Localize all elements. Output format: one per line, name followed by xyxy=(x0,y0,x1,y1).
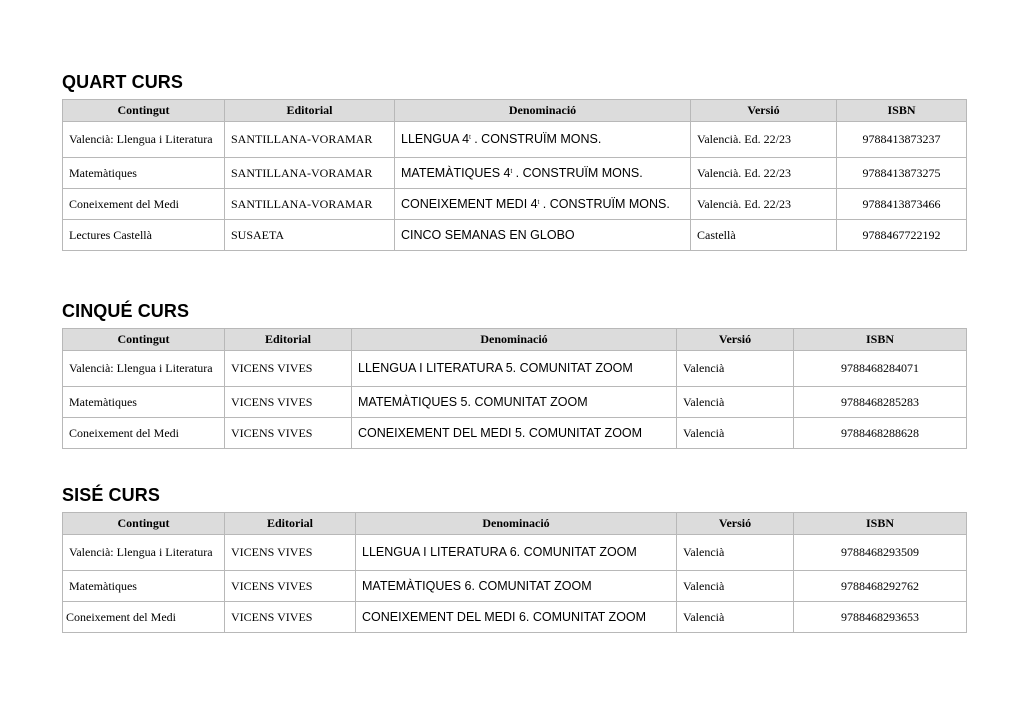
cell-editorial: VICENS VIVES xyxy=(225,418,352,449)
cell-versio: Valencià xyxy=(677,571,794,602)
table-row xyxy=(63,535,967,571)
header-contingut: Contingut xyxy=(63,329,225,351)
cell-denominacio xyxy=(395,189,691,220)
cell-denominacio: MATEMÀTIQUES 5. COMUNITAT ZOOM xyxy=(352,387,677,418)
table-row xyxy=(63,571,967,602)
header-denominacio: Denominació xyxy=(352,329,677,351)
cell-isbn: 9788468292762 xyxy=(794,571,967,602)
denominacio-text: MATEMÀTIQUES 4 xyxy=(401,165,511,180)
superscript: t xyxy=(510,168,513,175)
section-quart-curs xyxy=(62,72,966,251)
cell-versio: Valencià xyxy=(677,418,794,449)
section-cinque-curs xyxy=(62,301,966,449)
denominacio-suffix: . CONSTRUÏM MONS. xyxy=(512,165,643,180)
books-table xyxy=(62,99,967,251)
table-row xyxy=(63,351,967,387)
books-table xyxy=(62,328,967,449)
cell-denominacio: LLENGUA I LITERATURA 6. COMUNITAT ZOOM xyxy=(356,535,677,571)
table-header-row xyxy=(63,329,967,351)
cell-contingut: Coneixement del Medi xyxy=(63,189,225,220)
cell-denominacio: CONEIXEMENT DEL MEDI 6. COMUNITAT ZOOM xyxy=(356,602,677,633)
cell-isbn: 9788468285283 xyxy=(794,387,967,418)
cell-denominacio xyxy=(395,122,691,158)
cell-editorial: SANTILLANA-VORAMAR xyxy=(225,158,395,189)
header-isbn: ISBN xyxy=(794,329,967,351)
cell-contingut: Valencià: Llengua i Literatura xyxy=(63,535,225,571)
header-editorial: Editorial xyxy=(225,329,352,351)
table-row xyxy=(63,220,967,251)
cell-isbn: 9788468288628 xyxy=(794,418,967,449)
cell-isbn: 9788468293653 xyxy=(794,602,967,633)
cell-contingut: Coneixement del Medi xyxy=(63,602,225,633)
cell-versio: Valencià xyxy=(677,535,794,571)
header-isbn: ISBN xyxy=(794,513,967,535)
cell-contingut: Matemàtiques xyxy=(63,571,225,602)
cell-editorial: VICENS VIVES xyxy=(225,602,356,633)
denominacio-text: CINCO SEMANAS EN GLOBO xyxy=(401,227,575,242)
cell-isbn: 9788468284071 xyxy=(794,351,967,387)
cell-versio: Valencià. Ed. 22/23 xyxy=(691,189,837,220)
denominacio-text: CONEIXEMENT MEDI 4 xyxy=(401,196,538,211)
cell-editorial: VICENS VIVES xyxy=(225,571,356,602)
cell-versio: Valencià. Ed. 22/23 xyxy=(691,158,837,189)
denominacio-text: LLENGUA 4 xyxy=(401,132,470,146)
cell-editorial: VICENS VIVES xyxy=(225,535,356,571)
header-versio: Versió xyxy=(677,329,794,351)
header-isbn: ISBN xyxy=(837,100,967,122)
section-title: CINQUÉ CURS xyxy=(62,301,190,321)
cell-editorial: SANTILLANA-VORAMAR xyxy=(225,189,395,220)
cell-versio: Valencià xyxy=(677,351,794,387)
header-contingut: Contingut xyxy=(63,100,225,122)
header-contingut: Contingut xyxy=(63,513,225,535)
cell-versio: Valencià xyxy=(677,602,794,633)
cell-contingut: Coneixement del Medi xyxy=(63,418,225,449)
cell-versio: Castellà xyxy=(691,220,837,251)
cell-contingut: Valencià: Llengua i Literatura xyxy=(63,122,225,158)
cell-denominacio: CONEIXEMENT DEL MEDI 5. COMUNITAT ZOOM xyxy=(352,418,677,449)
cell-denominacio xyxy=(395,158,691,189)
cell-editorial: SUSAETA xyxy=(225,220,395,251)
cell-isbn: 9788468293509 xyxy=(794,535,967,571)
cell-versio: Valencià. Ed. 22/23 xyxy=(691,122,837,158)
cell-isbn: 9788413873237 xyxy=(837,122,967,158)
header-editorial: Editorial xyxy=(225,100,395,122)
header-versio: Versió xyxy=(691,100,837,122)
cell-contingut: Lectures Castellà xyxy=(63,220,225,251)
cell-isbn: 9788467722192 xyxy=(837,220,967,251)
header-versio: Versió xyxy=(677,513,794,535)
section-sise-curs xyxy=(62,485,966,633)
superscript: t xyxy=(537,199,540,206)
superscript: t xyxy=(469,135,471,141)
table-row xyxy=(63,158,967,189)
table-row xyxy=(63,189,967,220)
section-title: SISÉ CURS xyxy=(62,485,160,505)
table-header-row xyxy=(63,100,967,122)
books-table xyxy=(62,512,967,633)
section-title: QUART CURS xyxy=(62,72,183,92)
cell-denominacio: MATEMÀTIQUES 6. COMUNITAT ZOOM xyxy=(356,571,677,602)
header-denominacio: Denominació xyxy=(356,513,677,535)
cell-isbn: 9788413873275 xyxy=(837,158,967,189)
table-row xyxy=(63,418,967,449)
table-row xyxy=(63,122,967,158)
denominacio-suffix: . CONSTRUÏM MONS. xyxy=(539,196,670,211)
cell-contingut: Valencià: Llengua i Literatura xyxy=(63,351,225,387)
cell-contingut: Matemàtiques xyxy=(63,158,225,189)
cell-denominacio: LLENGUA I LITERATURA 5. COMUNITAT ZOOM xyxy=(352,351,677,387)
cell-isbn: 9788413873466 xyxy=(837,189,967,220)
table-row xyxy=(63,602,967,633)
cell-versio: Valencià xyxy=(677,387,794,418)
header-editorial: Editorial xyxy=(225,513,356,535)
cell-editorial: VICENS VIVES xyxy=(225,351,352,387)
cell-contingut: Matemàtiques xyxy=(63,387,225,418)
denominacio-suffix: . CONSTRUÏM MONS. xyxy=(470,132,602,146)
cell-denominacio xyxy=(395,220,691,251)
cell-editorial: VICENS VIVES xyxy=(225,387,352,418)
cell-editorial: SANTILLANA-VORAMAR xyxy=(225,122,395,158)
table-header-row xyxy=(63,513,967,535)
header-denominacio: Denominació xyxy=(395,100,691,122)
table-row xyxy=(63,387,967,418)
